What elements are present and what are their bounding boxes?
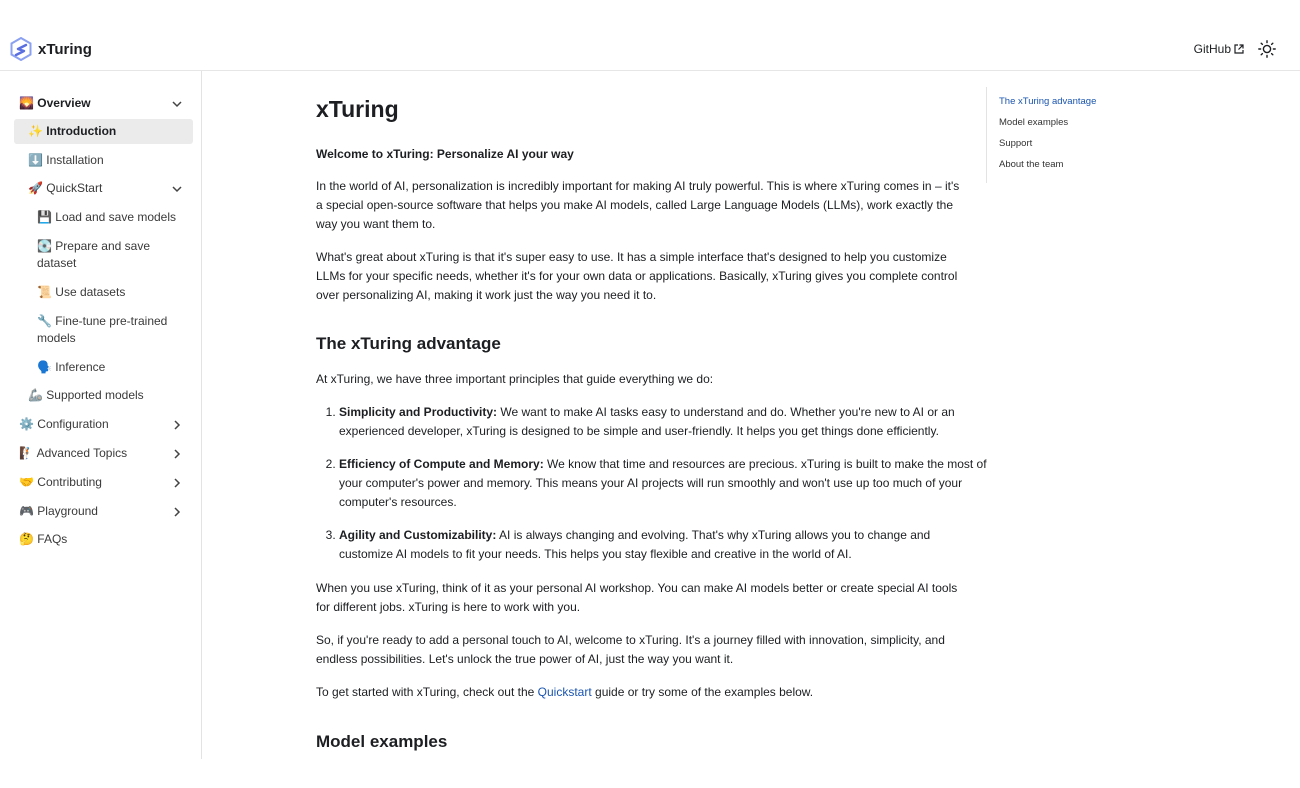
sidebar-item-advanced-topics[interactable]: 🧗🏻 Advanced Topics: [19, 446, 128, 460]
sidebar-item-configuration[interactable]: ⚙️ Configuration: [19, 417, 109, 431]
brand-title: xTuring: [38, 40, 92, 58]
sidebar-item-finetune-cont[interactable]: models: [37, 331, 76, 345]
quickstart-link[interactable]: Quickstart: [537, 685, 592, 699]
toc-item-advantage[interactable]: The xTuring advantage: [999, 96, 1097, 107]
chevron-right-icon[interactable]: [170, 418, 184, 432]
principles-intro: At xTuring, we have three important principles that guide everything we do:: [316, 372, 714, 386]
intro-paragraph-2: What's great about xTuring is that it's super easy to use. It has a simple interface that's designed to help you customize LLMs for your specific needs, whether it's for your own data or applications. Basically, xTuring gives you complete control over personalizing AI, making it work just the way you need it to.: [316, 250, 958, 302]
toc-item-support[interactable]: Support: [999, 138, 1033, 149]
sidebar-item-prepare-dataset[interactable]: 💽 Prepare and save: [37, 239, 151, 253]
principle-item: [339, 526, 987, 564]
sun-icon[interactable]: [1258, 40, 1276, 58]
sidebar-item-prepare-dataset-cont[interactable]: dataset: [37, 256, 77, 270]
chevron-right-icon[interactable]: [170, 447, 184, 461]
sidebar: [0, 71, 202, 759]
principles-list: [316, 403, 987, 578]
chevron-down-icon[interactable]: [170, 97, 184, 111]
sidebar-item-use-datasets[interactable]: 📜 Use datasets: [37, 285, 126, 299]
toc-item-model-examples[interactable]: Model examples: [999, 117, 1069, 128]
table-of-contents: [986, 87, 1096, 183]
navbar: [0, 0, 1300, 71]
principle-text: AI is always changing and evolving. That's why xTuring allows you to change and customize AI models to fit your needs. This helps you stay flexible and creative in the world of AI.: [339, 528, 931, 561]
toc-item-about-team[interactable]: About the team: [999, 159, 1064, 170]
sidebar-item-contributing[interactable]: 🤝 Contributing: [19, 475, 102, 489]
external-link-icon: [1234, 44, 1244, 54]
get-started-text: To get started with xTuring, check out the: [316, 685, 538, 699]
principle-title: Efficiency of Compute and Memory:: [339, 457, 544, 471]
principle-item: [339, 403, 987, 441]
chevron-right-icon[interactable]: [170, 476, 184, 490]
sidebar-item-faqs[interactable]: 🤔 FAQs: [19, 532, 68, 546]
sidebar-item-quickstart[interactable]: 🚀 QuickStart: [28, 181, 103, 195]
welcome-heading: Welcome to xTuring: Personalize AI your way: [316, 147, 574, 161]
principle-item: [339, 455, 987, 512]
get-started-paragraph: [316, 683, 964, 702]
sidebar-item-installation[interactable]: ⬇️ Installation: [28, 153, 104, 167]
chevron-down-icon[interactable]: [170, 182, 184, 196]
sidebar-item-overview[interactable]: 🌄 Overview: [19, 96, 91, 110]
advantage-heading: The xTuring advantage: [316, 334, 501, 353]
sidebar-item-playground[interactable]: 🎮 Playground: [19, 504, 98, 518]
principle-title: Simplicity and Productivity:: [339, 405, 498, 419]
sidebar-item-inference[interactable]: 🗣️ Inference: [37, 360, 106, 374]
journey-paragraph: So, if you're ready to add a personal touch to AI, welcome to xTuring. It's a journey filled with innovation, simplicity, and endless possibilities. Let's unlock the true power of AI, just the way you want it.: [316, 633, 945, 666]
chevron-right-icon[interactable]: [170, 505, 184, 519]
sidebar-item-finetune[interactable]: 🔧 Fine-tune pre-trained: [37, 314, 168, 328]
page-title: xTuring: [316, 96, 399, 122]
github-label: GitHub: [1193, 42, 1231, 56]
sidebar-item-introduction[interactable]: ✨ Introduction: [28, 124, 117, 138]
sidebar-item-load-save-models[interactable]: 💾 Load and save models: [37, 210, 177, 224]
model-examples-heading: Model examples: [316, 732, 448, 751]
get-started-text-end: guide or try some of the examples below.: [591, 685, 814, 699]
principle-text: We know that time and resources are precious. xTuring is built to make the most of your computer's power and memory. This means your AI projects will run smoothly and won't use up too much of your computer's resources.: [339, 457, 987, 509]
github-link[interactable]: [1194, 42, 1244, 56]
xturing-logo-icon: [10, 37, 32, 61]
workshop-paragraph: When you use xTuring, think of it as your personal AI workshop. You can make AI models better or create special AI tools for different jobs. xTuring is here to work with you.: [316, 581, 958, 614]
principle-text: We want to make AI tasks easy to understand and do. Whether you're new to AI or an experienced developer, xTuring is designed to be simple and user-friendly. It helps you get things done efficiently.: [339, 405, 955, 438]
sidebar-item-supported-models[interactable]: 🦾 Supported models: [28, 388, 144, 402]
principle-title: Agility and Customizability:: [339, 528, 497, 542]
brand-link[interactable]: [10, 37, 92, 61]
navbar-right: [1194, 40, 1276, 58]
intro-paragraph-1: In the world of AI, personalization is incredibly important for making AI truly powerful. This is where xTuring comes in – it's a special open-source software that helps you make AI models, called Large Language Models (LLMs), work exactly the way you want them to.: [316, 179, 960, 231]
